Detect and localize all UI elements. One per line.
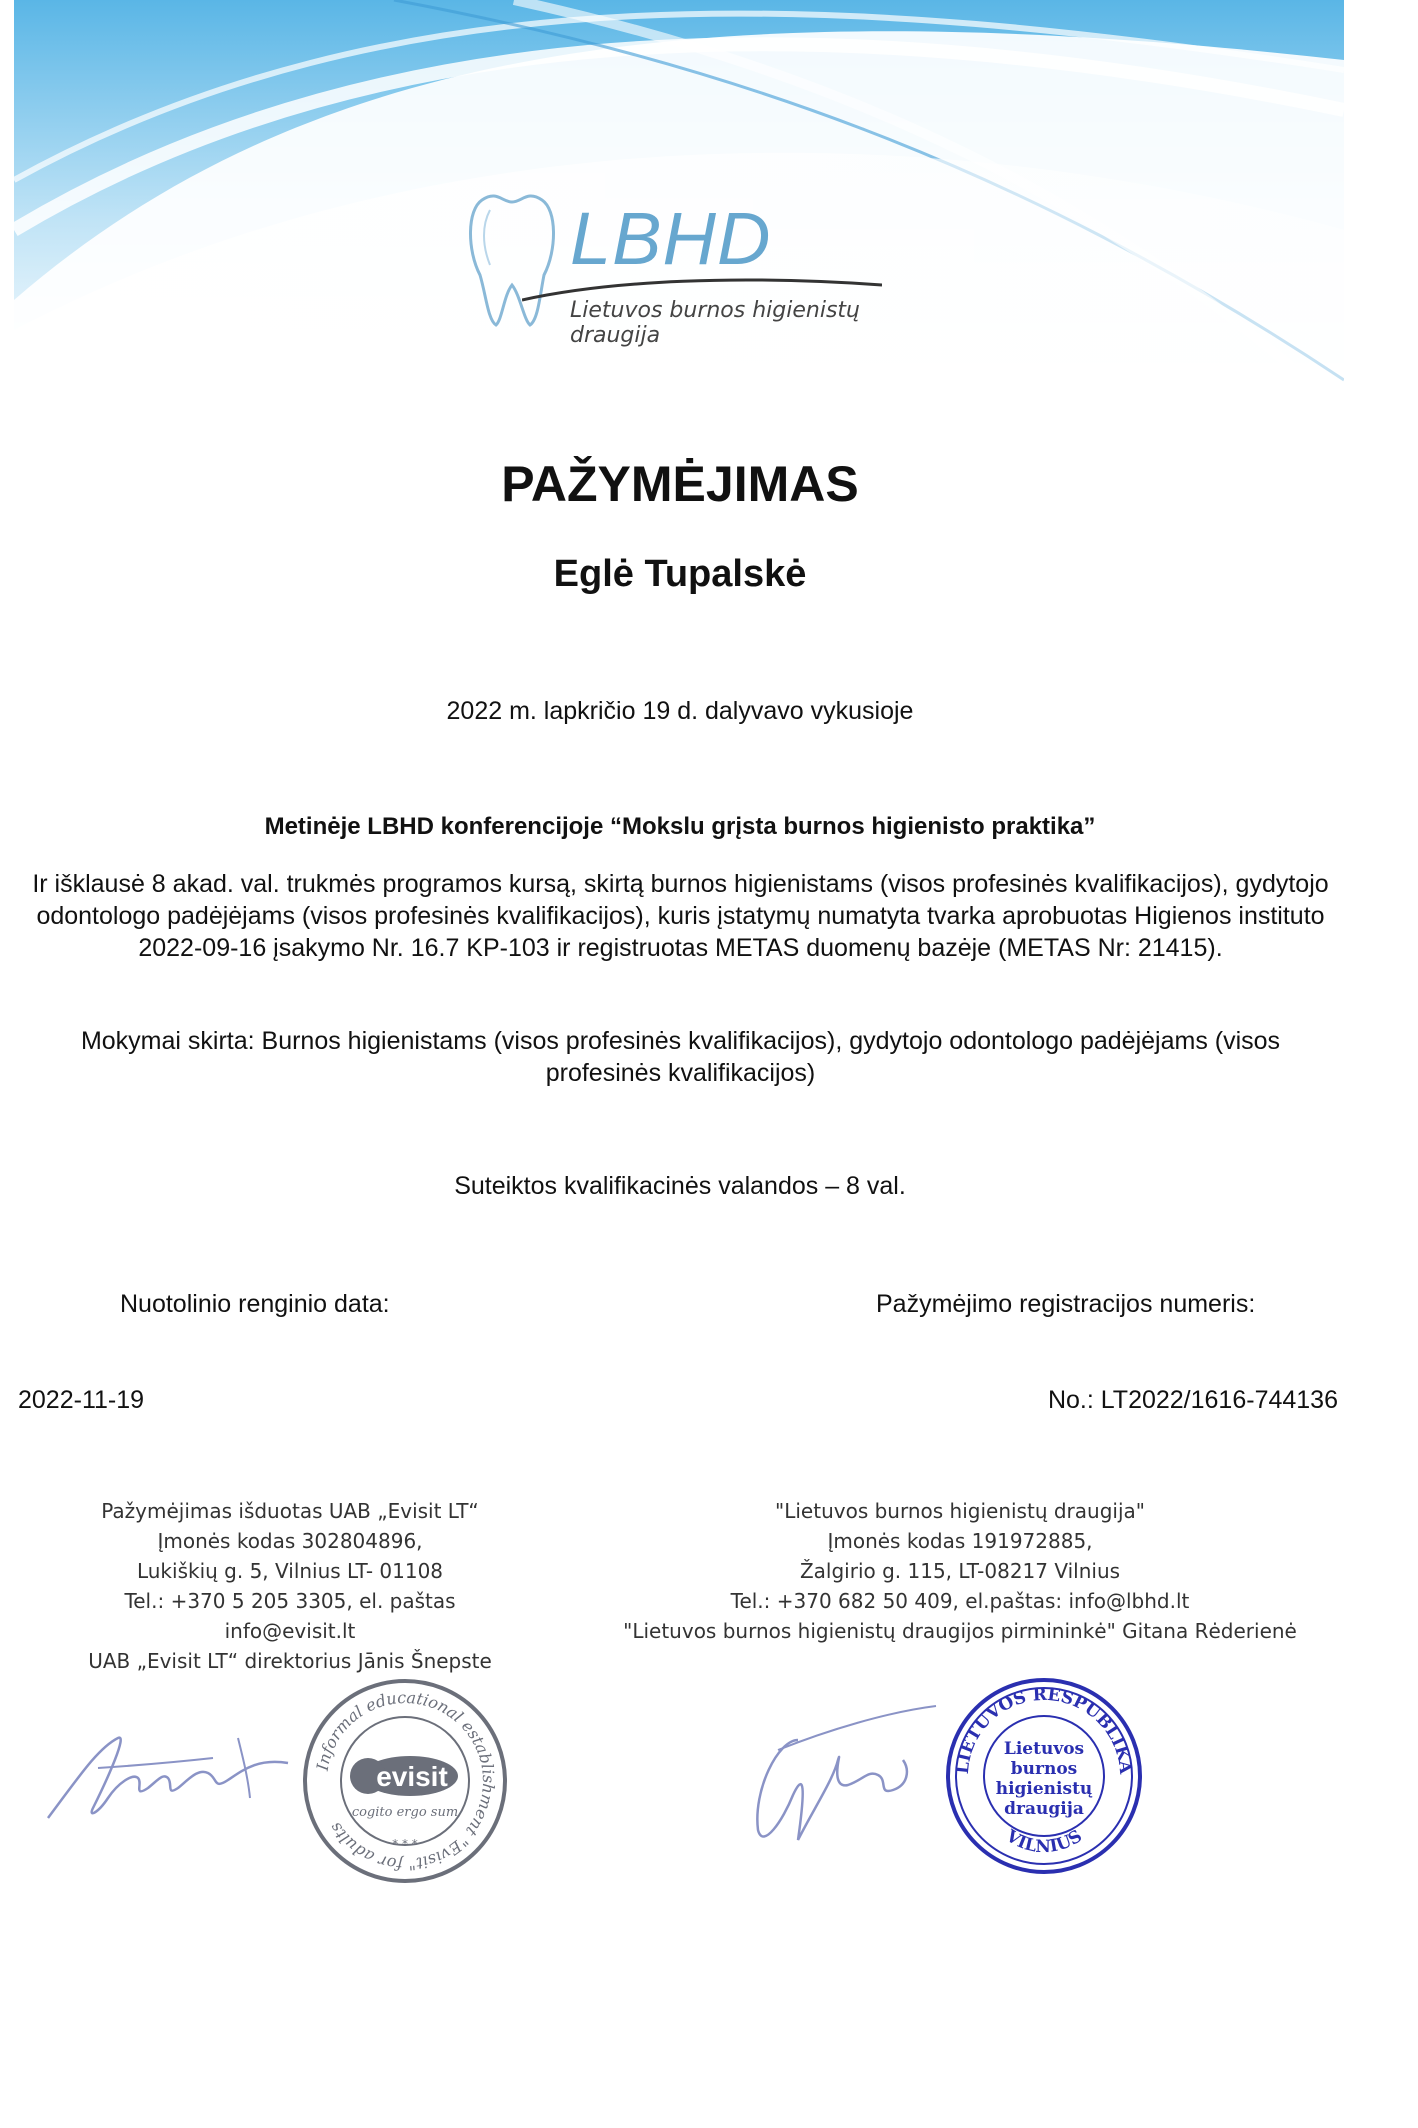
evisit-stamp-ring-text: Informal educational establishment "Evisit" for adults — [312, 1687, 499, 1875]
issuer-right-line: Įmonės kodas 191972885, — [827, 1529, 1093, 1553]
evisit-stamp — [300, 1676, 510, 1886]
director-signature — [38, 1718, 298, 1838]
tooth-icon — [462, 180, 562, 330]
lbhd-stamp-center-line: higienistų — [995, 1779, 1093, 1799]
logo-full-name: Lietuvos burnos higienistų draugija — [570, 298, 860, 348]
issuer-left-line: Įmonės kodas 302804896, — [157, 1529, 423, 1553]
issuer-left-line: Tel.: +370 5 205 3305, el. paštas info@evisit.lt — [124, 1589, 456, 1643]
lbhd-stamp-ring-top: LIETUVOS RESPUBLIKA — [952, 1684, 1136, 1775]
registration-number: No.: LT2022/1616-744136 — [1047, 1386, 1338, 1414]
lbhd-stamp-center-line: burnos — [1010, 1759, 1078, 1779]
event-date-label: Nuotolinio renginio data: — [120, 1290, 390, 1318]
recipient-name: Eglė Tupalskė — [553, 553, 807, 595]
issuer-right-line: Tel.: +370 682 50 409, el.paštas: info@lbhd.lt — [730, 1589, 1190, 1613]
issuer-right-line: "Lietuvos burnos higienistų draugija" — [775, 1499, 1145, 1523]
issuer-right-line: "Lietuvos burnos higienistų draugijos pirmininkė" Gitana Rėderienė — [623, 1619, 1297, 1643]
issuer-right-info — [600, 1496, 1320, 1646]
qualification-hours: Suteiktos kvalifikacinės valandos – 8 val. — [454, 1172, 906, 1200]
lbhd-logo — [462, 180, 902, 348]
certificate-title: PAŽYMĖJIMAS — [501, 456, 859, 512]
issuer-right-line: Žalgirio g. 115, LT-08217 Vilnius — [799, 1559, 1121, 1583]
lbhd-stamp-center-line: Lietuvos — [1003, 1739, 1085, 1759]
conference-title: Metinėje LBHD konferencijoje “Mokslu grįsta burnos higienisto praktika” — [264, 813, 1096, 840]
evisit-stamp-brand: evisit — [376, 1761, 448, 1792]
issuer-left-line: UAB „Evisit LT“ direktorius Jānis Šnepste — [88, 1649, 492, 1673]
course-paragraph: Ir išklausė 8 akad. val. trukmės programos kursą, skirtą burnos higienistams (visos profesinės kvalifikacijos), gydytojo odontologo padėjėjams (visos profesinės kvalifikacijos), kuris įstatymų numatyta tvarka aprobuotas Higienos instituto 2022-09-16 įsakymo Nr. 16.7 KP-103 ir registruotas METAS duomenų bazėje (METAS Nr: 21415). — [32, 870, 1329, 962]
lbhd-stamp — [944, 1676, 1144, 1876]
issuer-left-info — [60, 1496, 520, 1676]
issuer-left-line: Lukiškių g. 5, Vilnius LT- 01108 — [136, 1559, 444, 1583]
chair-signature — [738, 1700, 938, 1860]
audience-paragraph: Mokymai skirta: Burnos higienistams (visos profesinės kvalifikacijos), gydytojo odontologo padėjėjams (visos profesinės kvalifikacijos) — [80, 1027, 1281, 1087]
registration-label: Pažymėjimo registracijos numeris: — [876, 1290, 1256, 1318]
logo-abbreviation: LBHD — [570, 197, 772, 280]
lbhd-stamp-ring-bottom: VILNIUS — [1002, 1826, 1086, 1858]
participation-text: 2022 m. lapkričio 19 d. dalyvavo vykusioje — [446, 697, 914, 725]
issuer-left-line: Pažymėjimas išduotas UAB „Evisit LT“ — [101, 1499, 479, 1523]
event-date-value: 2022-11-19 — [18, 1386, 145, 1414]
evisit-stamp-stars: * * * — [392, 1837, 418, 1851]
evisit-stamp-motto: cogito ergo sum — [351, 1805, 459, 1820]
lbhd-stamp-center-line: draugija — [1004, 1799, 1084, 1819]
